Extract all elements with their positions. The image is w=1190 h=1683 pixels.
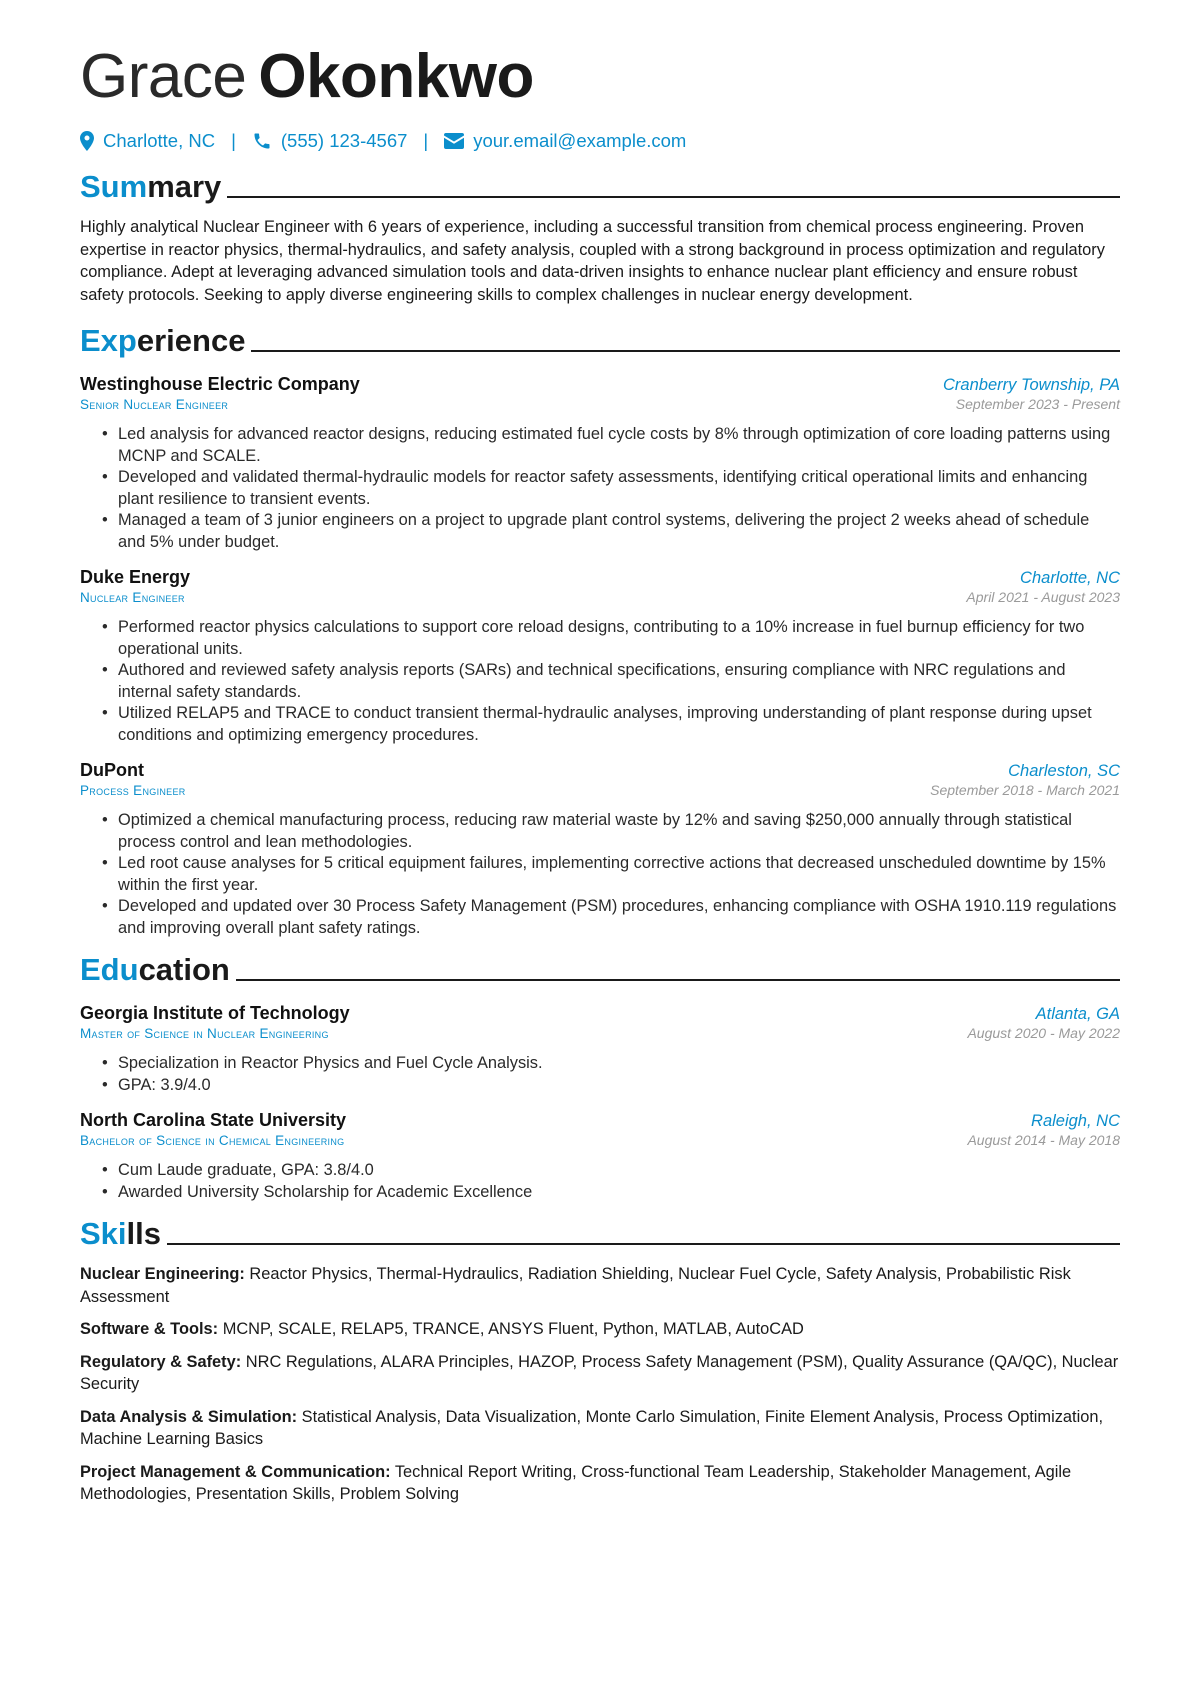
education-entry [80,1003,1120,1096]
job-title: Senior Nuclear Engineer [80,397,229,412]
bullet-item: • Awarded University Scholarship for Academic Excellence [118,1182,1120,1204]
school-name: North Carolina State University [80,1110,347,1130]
section-title: Summary [80,169,222,204]
bullet-list [80,617,1120,746]
bullet-item: • Developed and validated thermal-hydraulic models for reactor safety assessments, identifying critical operational limits and enhancing plant resilience to transient events. [118,467,1120,510]
bullet-item: • Led analysis for advanced reactor designs, reducing estimated fuel cycle costs by 8% through optimization of core loading patterns using MCNP and SCALE. [118,424,1120,467]
section-title: Experience [80,323,246,358]
skill-row [80,1406,1120,1451]
bullet-list [80,1160,1120,1203]
skills-list [80,1263,1120,1506]
skill-row [80,1461,1120,1506]
company-name: DuPont [80,760,144,780]
degree-title: Bachelor of Science in Chemical Engineering [80,1133,345,1148]
school-dates: August 2020 - May 2022 [967,1025,1120,1041]
skill-value: Statistical Analysis, Data Visualization, Monte Carlo Simulation, Finite Element Analysis, Process Optimization, Machine Learning Basics [80,1407,1104,1448]
school-name: Georgia Institute of Technology [80,1003,350,1023]
bullet-item: • Developed and updated over 30 Process Safety Management (PSM) procedures, enhancing compliance with OSHA 1910.119 regulations and improving overall plant safety ratings. [118,896,1120,939]
experience-entry [80,760,1120,939]
bullet-list [80,1053,1120,1096]
section-title: Skills [80,1216,161,1251]
education-entry [80,1110,1120,1203]
contact-location [80,130,215,152]
section-rule [227,196,1120,198]
section-rule [236,979,1120,981]
section-rule [251,350,1120,352]
job-dates: April 2021 - August 2023 [966,589,1120,605]
candidate-name [80,40,1120,114]
job-location: Charleston, SC [1008,762,1120,780]
school-location: Raleigh, NC [1031,1112,1120,1130]
contact-separator: | [423,130,429,151]
skill-row [80,1263,1120,1308]
experience-heading [80,314,1120,360]
bullet-list [80,424,1120,553]
skill-row [80,1351,1120,1396]
skill-label: Nuclear Engineering: [80,1265,245,1283]
job-location: Cranberry Township, PA [943,376,1120,394]
envelope-icon [444,133,464,149]
bullet-item: • Authored and reviewed safety analysis reports (SARs) and technical specifications, ensuring compliance with NRC regulations and internal safety standards. [118,660,1120,703]
education-heading [80,943,1120,989]
job-title: Nuclear Engineer [80,590,185,605]
contact-line [80,126,1120,156]
bullet-item: • Performed reactor physics calculations to support core reload designs, contributing to a 10% increase in fuel burnup efficiency for two operational units. [118,617,1120,660]
summary-text: Highly analytical Nuclear Engineer with 6 years of experience, including a successful transition from chemical process engineering. Proven expertise in reactor physics, thermal-hydraulics, and safety analysis, coupled with a strong background in process optimization and regulatory compliance. Adept at leveraging advanced simulation tools and data-driven insights to enhance nuclear plant efficiency and ensure robust safety protocols. Seeking to apply diverse engineering skills to complex challenges in nuclear energy development. [80,218,1105,304]
degree-title: Master of Science in Nuclear Engineering [80,1026,329,1041]
location-text: Charlotte, NC [103,130,216,151]
contact-phone[interactable] [252,130,408,152]
resume-content [80,40,1120,1516]
last-name: Okonkwo [258,42,534,111]
phone-icon [252,131,272,151]
skill-value: MCNP, SCALE, RELAP5, TRANCE, ANSYS Fluent, Python, MATLAB, AutoCAD [222,1320,804,1338]
experience-entry [80,374,1120,553]
skill-label: Software & Tools: [80,1320,219,1338]
skill-value: Reactor Physics, Thermal-Hydraulics, Radiation Shielding, Nuclear Fuel Cycle, Safety Analysis, Probabilistic Risk Assessment [80,1265,1071,1306]
job-location: Charlotte, NC [1020,569,1120,587]
contact-email[interactable] [444,130,686,152]
bullet-list [80,810,1120,939]
bullet-item: • Led root cause analyses for 5 critical equipment failures, implementing corrective actions that decreased unscheduled downtime by 15% within the first year. [118,853,1120,896]
skill-value: Technical Report Writing, Cross-functional Team Leadership, Stakeholder Management, Agile Methodologies, Presentation Skills, Problem Solving [80,1462,1072,1503]
skills-heading [80,1207,1120,1253]
skill-row [80,1318,1120,1341]
bullet-item: • Utilized RELAP5 and TRACE to conduct transient thermal-hydraulic analyses, improving understanding of plant response during upset conditions and optimizing emergency procedures. [118,703,1120,746]
job-dates: September 2018 - March 2021 [930,782,1120,798]
skill-value: NRC Regulations, ALARA Principles, HAZOP, Process Safety Management (PSM), Quality Assurance (QA/QC), Nuclear Security [80,1352,1119,1393]
skill-label: Data Analysis & Simulation: [80,1407,298,1426]
school-location: Atlanta, GA [1035,1005,1120,1023]
section-rule [167,1243,1120,1245]
map-pin-icon [80,131,94,151]
company-name: Duke Energy [80,567,191,587]
job-dates: September 2023 - Present [955,396,1120,412]
bullet-item: • GPA: 3.9/4.0 [118,1075,1120,1097]
bullet-item: • Cum Laude graduate, GPA: 3.8/4.0 [118,1160,1120,1182]
bullet-item: • Specialization in Reactor Physics and Fuel Cycle Analysis. [118,1053,1120,1075]
contact-separator: | [231,130,236,151]
bullet-item: • Optimized a chemical manufacturing process, reducing raw material waste by 12% and saving $250,000 annually through statistical process control and lean methodologies. [118,810,1120,853]
first-name: Grace [80,42,247,111]
skill-label: Regulatory & Safety: [80,1352,242,1371]
phone-text: (555) 123-4567 [280,130,408,151]
experience-entry [80,567,1120,746]
section-title: Education [80,952,230,987]
job-title: Process Engineer [80,783,186,798]
school-dates: August 2014 - May 2018 [967,1132,1120,1148]
company-name: Westinghouse Electric Company [80,374,360,394]
bullet-item: • Managed a team of 3 junior engineers on a project to upgrade plant control systems, delivering the project 2 weeks ahead of schedule and 5% under budget. [118,510,1120,553]
skill-label: Project Management & Communication: [80,1462,391,1481]
email-link[interactable]: your.email@example.com [473,130,687,151]
summary-heading [80,160,1120,206]
